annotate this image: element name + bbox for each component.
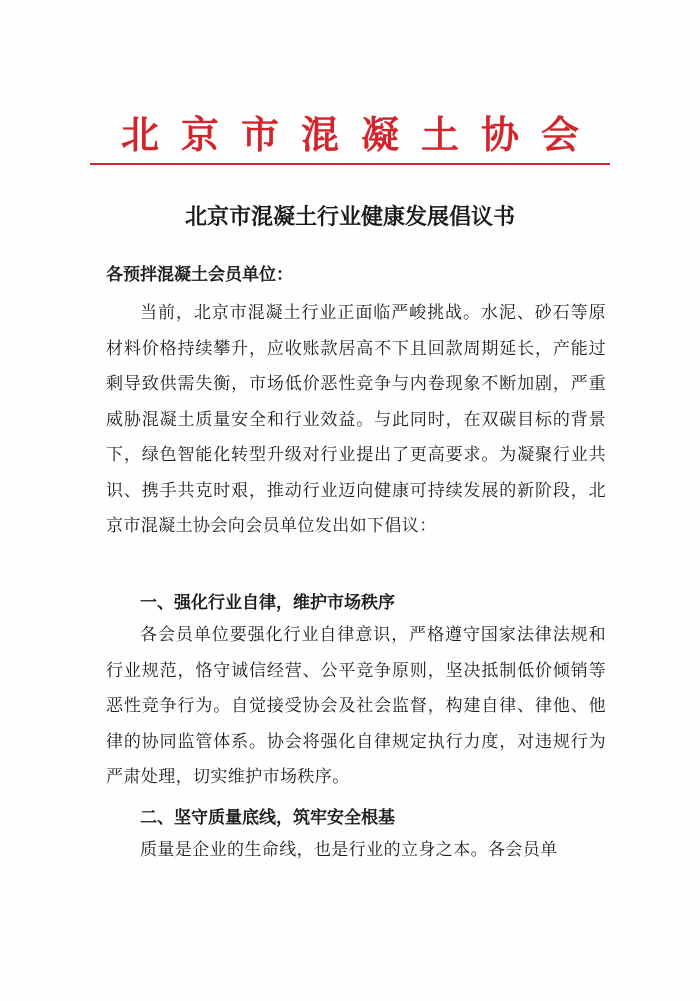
salutation: 各预拌混凝土会员单位： — [106, 265, 293, 285]
intro-paragraph: 当前，北京市混凝土行业正面临严峻挑战。水泥、砂石等原材料价格持续攀升，应收账款居高不下且回款周期延长，产能过剩导致供需失衡，市场低价恶性竞争与内卷现象不断加剧，严重威胁混凝土质量安全和行业效益。与此同时，在双碳目标的背景下，绿色智能化转型升级对行业提出了更高要求。为凝聚行业共识、携手共克时艰，推动行业迈向健康可持续发展的新阶段，北京市混凝土协会向会员单位发出如下倡议： — [106, 303, 606, 536]
letterhead-red-rule — [90, 163, 610, 165]
section-body-1: 各会员单位要强化行业自律意识，严格遵守国家法律法规和行业规范，恪守诚信经营、公平竞争原则，坚决抵制低价倾销等恶性竞争行为。自觉接受协会及社会监督，构建自律、律他、他律的协同监管体系。协会将强化自律规定执行力度，对违规行为严肃处理，切实维护市场秩序。 — [106, 625, 606, 787]
section-heading-1: 一、强化行业自律，维护市场秩序 — [140, 593, 395, 613]
letterhead-title: 北京市混凝土协会 — [120, 112, 601, 157]
document-title: 北京市混凝土行业健康发展倡议书 — [184, 205, 515, 230]
section-heading-2: 二、坚守质量底线，筑牢安全根基 — [140, 808, 395, 828]
section-body-2: 质量是企业的生命线，也是行业的立身之本。各会员单 — [140, 840, 558, 860]
